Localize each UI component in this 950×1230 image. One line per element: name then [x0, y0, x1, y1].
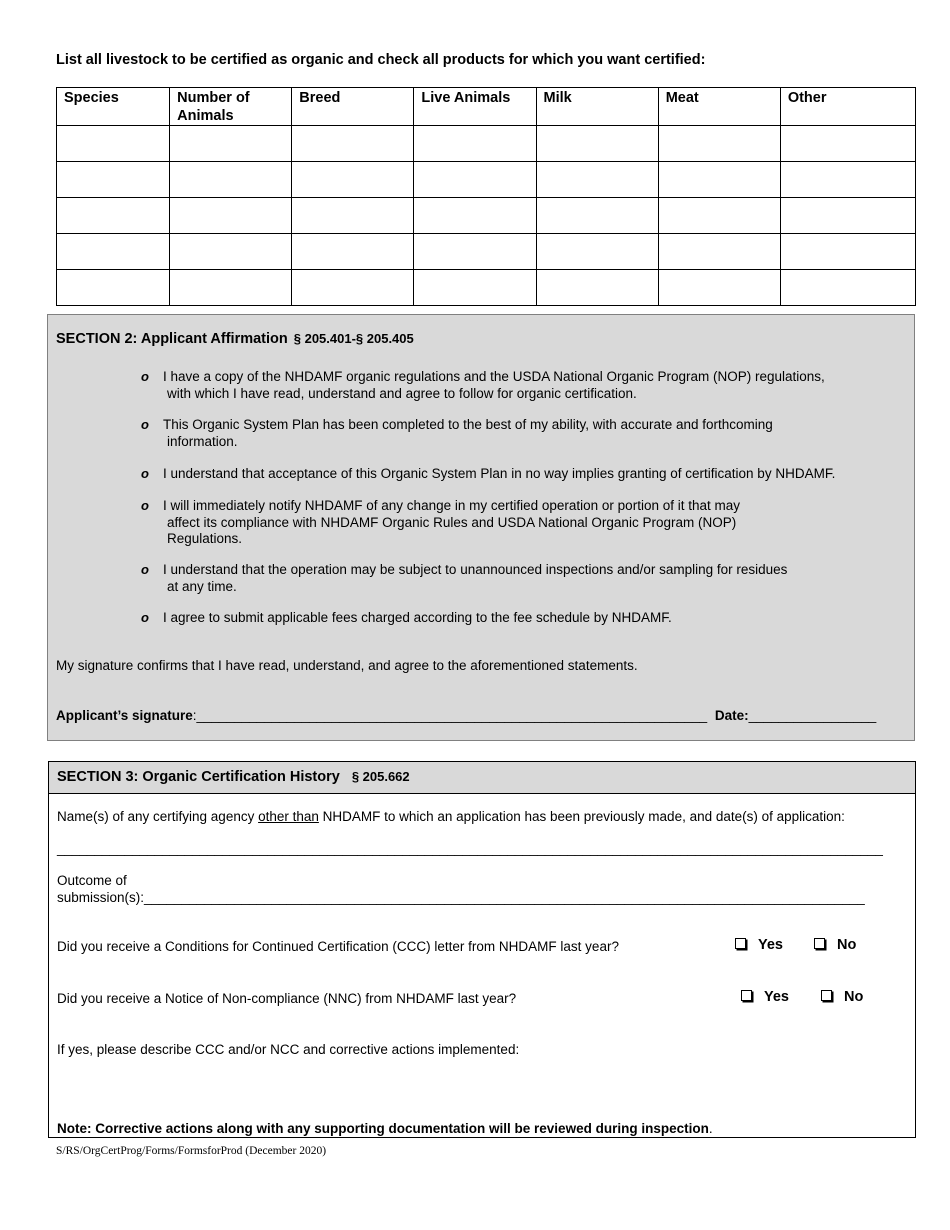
milk-cell[interactable]: [536, 234, 658, 270]
date-field[interactable]: _________________: [748, 708, 877, 723]
affirmation-item: [141, 466, 901, 483]
outcome-label-cont: submission(s):: [57, 889, 145, 905]
affirmation-text: I will immediately notify NHDAMF of any change in my certified operation or portion of it that may: [163, 498, 740, 513]
ccc-no-option[interactable]: [814, 937, 856, 953]
section-2-title-text: SECTION 2: Applicant Affirmation: [56, 331, 288, 347]
affirmation-text-cont: with which I have read, understand and agree to follow for organic certification.: [167, 385, 637, 401]
bullet-icon: o: [141, 562, 149, 577]
other-cell[interactable]: [780, 234, 915, 270]
live-animals-cell[interactable]: [414, 126, 536, 162]
agency-question-underlined: other than: [258, 809, 319, 824]
outcome-line: [57, 873, 865, 906]
col-meat: Meat: [658, 88, 780, 126]
bullet-icon: o: [141, 498, 149, 513]
col-other: Other: [780, 88, 915, 126]
affirmation-text-cont: affect its compliance with NHDAMF Organic Rules and USDA National Organic Program (NOP): [167, 514, 737, 530]
date-label: Date:: [714, 708, 749, 723]
number-cell[interactable]: [170, 234, 292, 270]
col-number-of-animals: Number of Animals: [170, 88, 292, 126]
signature-label: Applicant’s signature: [56, 708, 193, 723]
describe-prompt: If yes, please describe CCC and/or NCC and corrective actions implemented:: [57, 1042, 520, 1057]
live-animals-cell[interactable]: [414, 234, 536, 270]
section-2-citation: § 205.401-§ 205.405: [293, 331, 414, 346]
corrective-note-text: Note: Corrective actions along with any supporting documentation will be reviewed during inspection: [57, 1121, 709, 1136]
nnc-yes-label: Yes: [764, 989, 789, 1005]
live-animals-cell[interactable]: [414, 162, 536, 198]
agency-question-prefix: Name(s) of any certifying agency: [57, 809, 259, 824]
corrective-note-end: .: [708, 1121, 713, 1136]
affirmation-text-cont: Regulations.: [167, 531, 243, 546]
ccc-yes-option[interactable]: [735, 937, 783, 953]
live-animals-cell[interactable]: [414, 198, 536, 234]
affirmation-item: [141, 369, 861, 402]
section-2-title: [56, 331, 414, 347]
meat-cell[interactable]: [658, 234, 780, 270]
signature-confirmation: My signature confirms that I have read, understand, and agree to the aforementioned statements.: [56, 658, 638, 673]
number-cell[interactable]: [170, 198, 292, 234]
bullet-icon: o: [141, 417, 149, 432]
table-row: [57, 234, 916, 270]
affirmation-item: [141, 562, 861, 595]
ccc-no-label: No: [837, 937, 857, 953]
section-2-affirmation: [47, 314, 915, 741]
table-row: [57, 270, 916, 306]
section-3-title: [57, 769, 410, 785]
affirmation-text-cont: information.: [167, 433, 238, 449]
signature-field[interactable]: :____________________________________________________________________: [192, 708, 708, 723]
table-row: [57, 162, 916, 198]
live-animals-cell[interactable]: [414, 270, 536, 306]
species-cell[interactable]: [57, 162, 170, 198]
ccc-question: Did you receive a Conditions for Continued Certification (CCC) letter from NHDAMF last year?: [57, 939, 619, 954]
outcome-label: Outcome of: [57, 873, 127, 888]
affirmation-text: I have a copy of the NHDAMF organic regulations and the USDA National Organic Program (NOP) regulations,: [163, 369, 825, 384]
section-3-certification-history: [48, 761, 916, 1138]
meat-cell[interactable]: [658, 198, 780, 234]
number-cell[interactable]: [170, 162, 292, 198]
affirmation-text: This Organic System Plan has been completed to the best of my ability, with accurate and forthcoming: [163, 417, 773, 432]
signature-line: [56, 708, 876, 723]
milk-cell[interactable]: [536, 198, 658, 234]
corrective-note: [57, 1121, 713, 1136]
col-milk: Milk: [536, 88, 658, 126]
nnc-yes-option[interactable]: [741, 989, 789, 1005]
other-cell[interactable]: [780, 126, 915, 162]
agency-answer-field[interactable]: ______________________________________________________________________________________________________________: [57, 841, 883, 856]
meat-cell[interactable]: [658, 126, 780, 162]
nnc-no-label: No: [844, 989, 864, 1005]
section-3-header: [49, 762, 915, 794]
meat-cell[interactable]: [658, 162, 780, 198]
other-cell[interactable]: [780, 198, 915, 234]
meat-cell[interactable]: [658, 270, 780, 306]
outcome-field[interactable]: ________________________________________________________________________________________________: [144, 889, 865, 905]
checkbox-icon[interactable]: [814, 938, 825, 949]
bullet-icon: o: [141, 610, 149, 625]
ccc-yes-label: Yes: [758, 937, 783, 953]
milk-cell[interactable]: [536, 270, 658, 306]
table-row: [57, 198, 916, 234]
checkbox-icon[interactable]: [735, 938, 746, 949]
livestock-instruction: List all livestock to be certified as organic and check all products for which you want certified:: [56, 52, 706, 68]
number-cell[interactable]: [170, 270, 292, 306]
breed-cell[interactable]: [292, 234, 414, 270]
nnc-question: Did you receive a Notice of Non-compliance (NNC) from NHDAMF last year?: [57, 991, 517, 1006]
milk-cell[interactable]: [536, 126, 658, 162]
checkbox-icon[interactable]: [741, 990, 752, 1001]
breed-cell[interactable]: [292, 198, 414, 234]
bullet-icon: o: [141, 466, 149, 481]
affirmation-item: [141, 610, 861, 627]
section-3-citation: § 205.662: [351, 769, 410, 784]
species-cell[interactable]: [57, 270, 170, 306]
form-footer: S/RS/OrgCertProg/Forms/FormsforProd (December 2020): [56, 1145, 327, 1157]
affirmation-text: I agree to submit applicable fees charged according to the fee schedule by NHDAMF.: [163, 610, 672, 625]
col-breed: Breed: [292, 88, 414, 126]
checkbox-icon[interactable]: [821, 990, 832, 1001]
number-cell[interactable]: [170, 126, 292, 162]
table-row: [57, 126, 916, 162]
breed-cell[interactable]: [292, 270, 414, 306]
nnc-no-option[interactable]: [821, 989, 863, 1005]
bullet-icon: o: [141, 369, 149, 384]
col-species: Species: [57, 88, 170, 126]
livestock-table: [56, 87, 916, 306]
col-live-animals: Live Animals: [414, 88, 536, 126]
section-3-title-text: SECTION 3: Organic Certification History: [57, 769, 340, 785]
livestock-header-row: [57, 88, 916, 126]
species-cell[interactable]: [57, 126, 170, 162]
affirmation-text: I understand that the operation may be subject to unannounced inspections and/or sampling for residues: [163, 562, 788, 577]
other-cell[interactable]: [780, 162, 915, 198]
affirmation-text: I understand that acceptance of this Organic System Plan in no way implies granting of certification by NHDAMF.: [163, 466, 836, 481]
breed-cell[interactable]: [292, 126, 414, 162]
agency-question: [57, 809, 845, 824]
affirmation-item: [141, 417, 861, 450]
breed-cell[interactable]: [292, 162, 414, 198]
affirmation-text-cont: at any time.: [167, 578, 237, 594]
species-cell[interactable]: [57, 198, 170, 234]
affirmation-item: [141, 498, 861, 548]
species-cell[interactable]: [57, 234, 170, 270]
milk-cell[interactable]: [536, 162, 658, 198]
other-cell[interactable]: [780, 270, 915, 306]
agency-question-suffix: NHDAMF to which an application has been previously made, and date(s) of application:: [318, 809, 845, 824]
